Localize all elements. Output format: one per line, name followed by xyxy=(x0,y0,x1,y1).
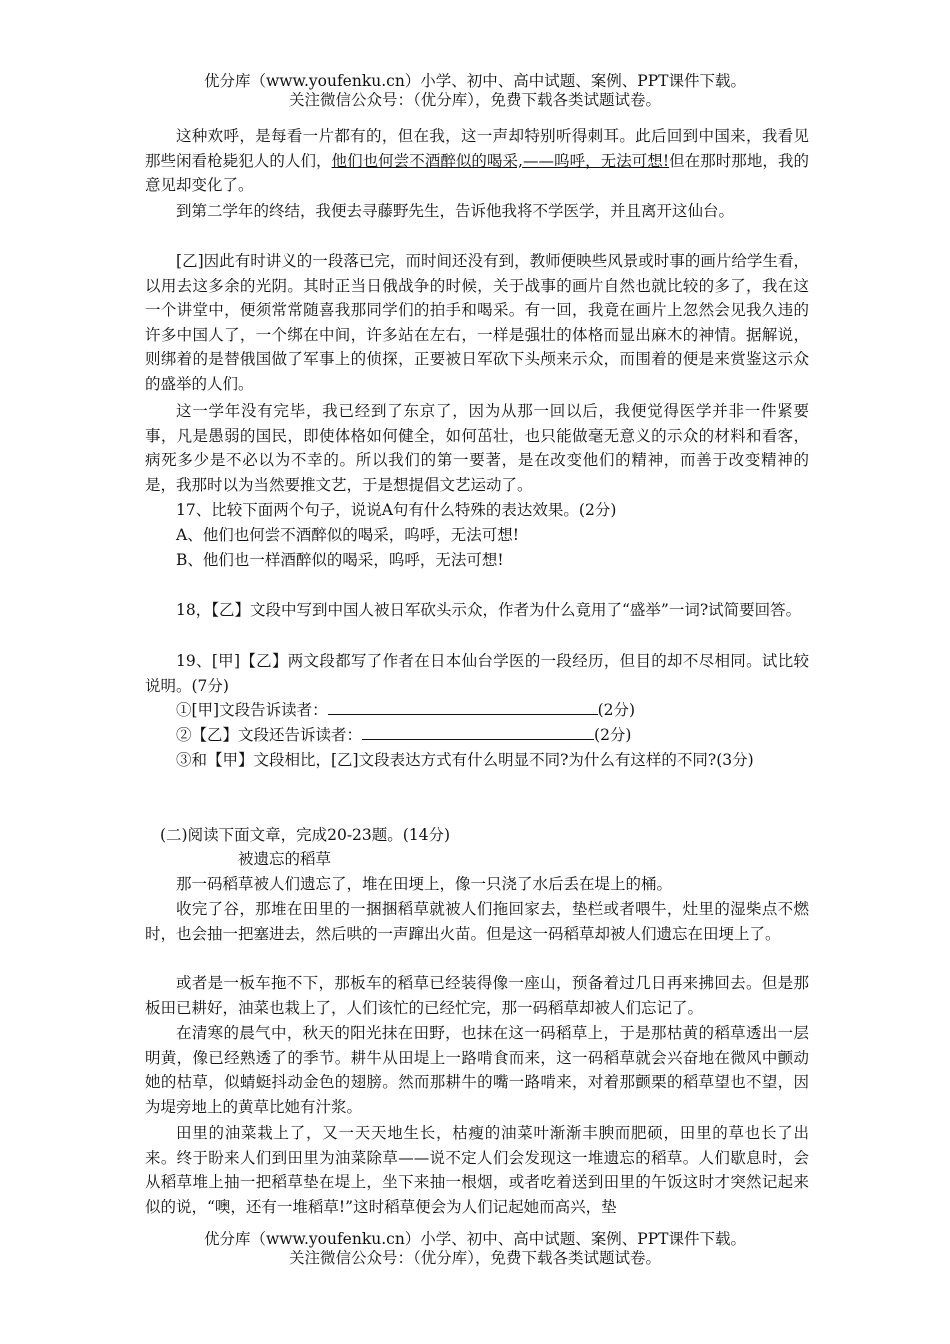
article-paragraph-5: 田里的油菜栽上了，又一天天地生长，枯瘦的油菜叶渐渐丰腴而肥硕，田里的草也长了出来。终于盼来人们到田里为油菜除草——说不定人们会发现这一堆遗忘的稻草。人们歇息时，会从稻草堆上抽一把稻草垫在堤上，坐下来抽一根烟，或者吃着送到田里的午饭这时才突然记起来似的说，“噢，还有一堆稻草!”这时稻草便会为人们记起她而高兴，垫 xyxy=(145,1124,809,1216)
article-title: 被遗忘的稻草 xyxy=(238,850,332,868)
question-17-option-a: A、他们也何尝不酒醉似的喝采，呜呼，无法可想! xyxy=(176,526,519,544)
footer-line-1: 优分库（www.youfenku.cn）小学、初中、高中试题、案例、PPT课件下载。 xyxy=(203,1230,747,1248)
section-2-intro: (二)阅读下面文章，完成20-23题。(14分) xyxy=(160,826,451,844)
jia-p1-underlined-sentence: 他们也何尝不酒醉似的喝采,——呜呼，无法可想! xyxy=(331,151,670,170)
article-paragraph-3: 或者是一板车拖不下，那板车的稻草已经装得像一座山，预备着过几日再来拂回去。但是那板田已耕好，油菜也栽上了，人们该忙的已经忙完，那一码稻草却被人们忘记了。 xyxy=(145,974,809,1017)
q19-part2-score: (2分) xyxy=(594,726,632,744)
q19-part1-score: (2分) xyxy=(597,701,636,719)
header-line-2: 关注微信公众号：（优分库），免费下载各类试题试卷。 xyxy=(288,91,661,109)
question-19-part-3: ③和【甲】文段相比，[乙]文段表达方式有什么明显不同?为什么有这样的不同?(3分) xyxy=(176,751,754,769)
q19-part2-answer-blank[interactable] xyxy=(362,725,594,740)
yi-paragraph-1: [乙]因此有时讲义的一段落已完，而时间还没有到，教师便映些风景或时事的画片给学生看，以用去这多余的光阴。其时正当日俄战争的时候，关于战事的画片自然也就比较的多了，我在这一个讲堂中，便须常常随喜我那同学们的拍手和喝采。有一回，我竟在画片上忽然会见我久违的许多中国人了，一个绑在中间，许多站在左右，一样是强壮的体格而显出麻木的神情。据解说，则绑着的是替俄国做了军事上的侦探，正要被日军砍下头颅来示众，而围着的便是来赏鉴这示众的盛举的人们。 xyxy=(145,252,809,393)
jia-p1-text-b: 但在那时那地，我的意见却变化了。 xyxy=(145,151,809,194)
jia-p1-text-a: 这种欢呼，是每看一片都有的，但在我，这一声却特别听得刺耳。此后回到中国来，我看见那些闲看枪毙犯人的人们， xyxy=(145,127,809,170)
yi-paragraph-2: 这一学年没有完毕，我已经到了东京了，因为从那一回以后，我便觉得医学并非一件紧要事，凡是愚弱的国民，即使体格如何健全，如何茁壮，也只能做毫无意义的示众的材料和看客，病死多少是不必以为不幸的。所以我们的第一要著，是在改变他们的精神，而善于改变精神的是，我那时以为当然要推文艺，于是想提倡文艺运动了。 xyxy=(145,402,809,494)
page-header xyxy=(0,72,950,110)
article-paragraph-1: 那一码稻草被人们遗忘了，堆在田埂上，像一只浇了水后丢在堤上的桶。 xyxy=(176,875,673,893)
question-19-part-2 xyxy=(145,723,809,748)
q19-part1-answer-blank[interactable] xyxy=(328,700,598,715)
q19-part1-label: ①[甲]文段告诉读者： xyxy=(176,701,328,719)
question-18: 18，【乙】文段中写到中国人被日军砍头示众，作者为什么竟用了“盛举”一词?试简要回答。 xyxy=(176,601,802,619)
jia-paragraph-1 xyxy=(145,124,809,198)
article-paragraph-4: 在清寒的晨气中，秋天的阳光抹在田野，也抹在这一码稻草上，于是那枯黄的稻草透出一层明黄，像已经熟透了的季节。耕牛从田堤上一路啃食而来，这一码稻草就会兴奋地在微风中颤动她的枯草，似蜻蜓抖动金色的翅膀。然而那耕牛的嘴一路啃来，对着那颤栗的稻草望也不望，因为堤旁地上的黄草比她有汁浆。 xyxy=(145,1024,809,1116)
question-19: 19、[甲]【乙】两文段都写了作者在日本仙台学医的一段经历，但目的却不尽相同。试比较说明。(7分) xyxy=(145,652,809,695)
question-19-part-1 xyxy=(145,698,809,723)
page-footer xyxy=(0,1230,950,1268)
jia-paragraph-2: 到第二学年的终结，我便去寻藤野先生，告诉他我将不学医学，并且离开这仙台。 xyxy=(176,202,735,220)
q19-part2-label: ②【乙】文段还告诉读者： xyxy=(176,726,363,744)
header-line-1: 优分库（www.youfenku.cn）小学、初中、高中试题、案例、PPT课件下载。 xyxy=(203,72,747,90)
article-paragraph-2: 收完了谷，那堆在田里的一捆捆稻草就被人们拖回家去，垫栏或者喂牛，灶里的湿柴点不燃时，也会抽一把塞进去，然后哄的一声蹿出火苗。但是这一码稻草却被人们遗忘在田埂上了。 xyxy=(145,900,809,943)
question-17-option-b: B、他们也一样酒醉似的喝采，呜呼，无法可想! xyxy=(176,551,504,569)
footer-line-2: 关注微信公众号：（优分库），免费下载各类试题试卷。 xyxy=(288,1249,661,1267)
question-17: 17、比较下面两个句子，说说A句有什么特殊的表达效果。(2分) xyxy=(176,501,617,519)
